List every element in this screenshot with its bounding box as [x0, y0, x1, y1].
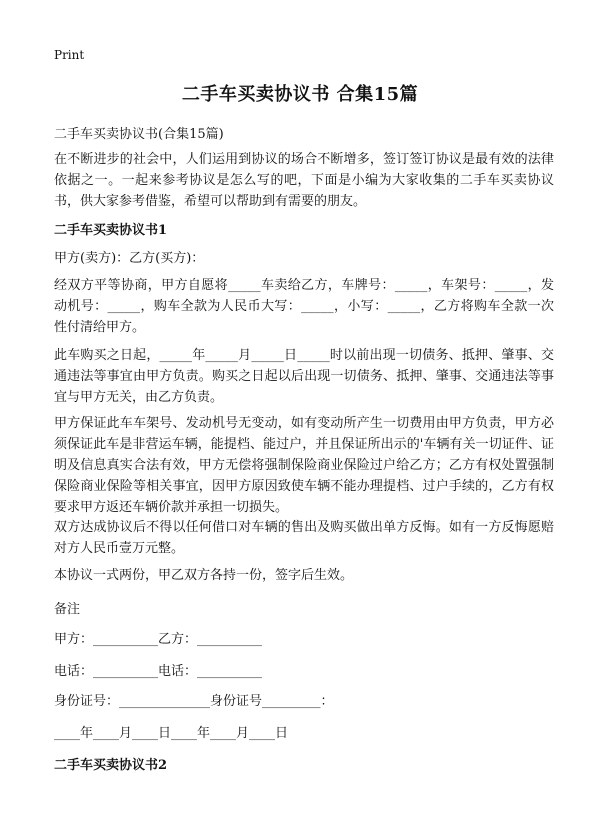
agreement-paragraph-2: 此车购买之日起，_____年_____月_____日_____时以前出现一切债务、抵押、肇事、交通违法等事宜由甲方负责。购买之日起以后出现一切债务、抵押、肇事、交通违法等事宜与甲方无关，由乙方负责。 [54, 348, 554, 405]
section-2-heading: 二手车买卖协议书2 [54, 758, 168, 773]
parties-line: 甲方(卖方)：乙方(买方)： [54, 251, 205, 266]
agreement-paragraph-3: 甲方保证此车车架号、发动机号无变动，如有变动所产生一切费用由甲方负责，甲方必须保证此车是非营运车辆，能提档、能过户，并且保证所出示的'车辆有关一切证件、证明及信息真实合法有效，甲方无偿将强制保险商业保险过户给乙方；乙方有权处置强制保险商业保险等相关事宜，因甲方原因致使车辆不能办理提档、过户手续的，乙方有权要求甲方返还车辆价款并承担一切损失。 [54, 416, 554, 515]
sign-parties-line: 甲方：__________乙方：__________ [54, 632, 263, 647]
intro-paragraph: 在不断进步的社会中，人们运用到协议的场合不断增多，签订签订协议是最有效的法律依据之一。一起来参考协议是怎么写的吧，下面是小编为大家收集的二手车买卖协议书，供大家参考借鉴，希望可以帮助到有需要的朋友。 [54, 152, 554, 209]
agreement-paragraph-5: 本协议一式两份，甲乙双方各持一份，签字后生效。 [54, 568, 354, 583]
document-title: 二手车买卖协议书 合集15篇 [181, 84, 419, 105]
remark-label: 备注 [54, 602, 81, 617]
document-subtitle: 二手车买卖协议书(合集15篇) [54, 127, 224, 142]
section-1-heading: 二手车买卖协议书1 [54, 223, 168, 238]
sign-id-line: 身份证号：______________身份证号_________： [54, 694, 334, 709]
agreement-paragraph-4: 双方达成协议后不得以任何借口对车辆的售出及购买做出单方反悔。如有一方反悔愿赔对方人民币壹万元整。 [54, 520, 554, 556]
agreement-paragraph-1: 经双方平等协商，甲方自愿将_____车卖给乙方，车牌号：_____，车架号：_____，发动机号：_____，购车全款为人民币大写：_____，小写：_____，乙方将购车全款一次性付清给甲方。 [54, 278, 554, 335]
sign-phone-line: 电话：__________电话：__________ [54, 664, 263, 679]
print-link[interactable]: Print [54, 48, 85, 62]
sign-date-line: ____年____月____日____年____月____日 [54, 726, 289, 741]
